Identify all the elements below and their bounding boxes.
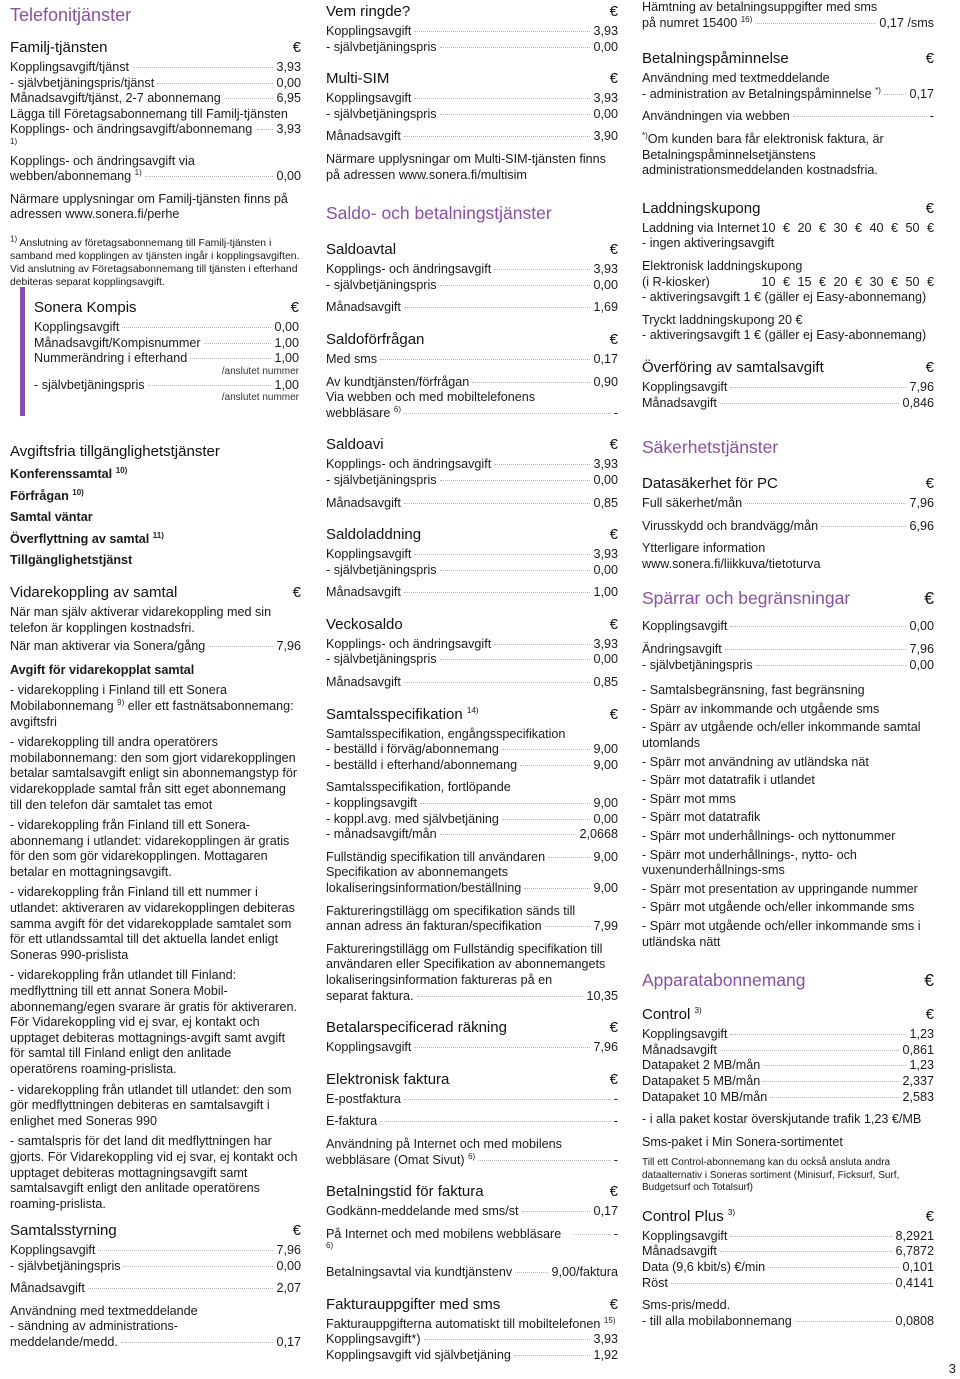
price-row: Användningen via webben -	[642, 109, 934, 124]
controlplus-heading: Control Plus $^{3)}$ €	[642, 1207, 934, 1225]
price-row: Data (9,6 kbit/s) €/min 0,101	[642, 1260, 934, 1274]
footnote: *)Om kunden bara får elektronisk faktura, är Betalningspåminnelsetjänstens administrationsmeddelanden kostnadsfria.	[642, 130, 884, 178]
price-row: Månadsavgift 6,7872	[642, 1244, 934, 1259]
price-row: Månadsavgift 0,85	[326, 675, 618, 690]
text-line: Fakturauppgifterna automatiskt till mobiltelefonen $^{15)}$	[326, 1315, 616, 1331]
spec-heading: Samtalsspecifikation $^{14)}$ €	[326, 705, 618, 723]
price-row: på numret 15400 $^{16)}$ 0,17 /sms	[642, 14, 934, 30]
price-row: Röst 0,4141	[642, 1275, 934, 1290]
price-row: När man aktiverar via Sonera/gång 7,96	[10, 639, 301, 654]
text-line: - aktiveringsavgift 1 € (gäller ej Easy-abonnemang)	[642, 328, 927, 343]
free-service: Förfrågan $^{10)}$	[10, 487, 84, 503]
list-item: - samtalspris för det land dit medflyttningen har gjorts. För Vidarekoppling vid ej svar, ej kontakt och upptaget debiteras mottagningsavgift samt samtalsavgift enligt den anlitade operatörens roaming-prislista.	[10, 1134, 298, 1211]
price-row: Betalningsavtal via kundtjänstenv 9,00/faktura	[326, 1264, 618, 1279]
veckosaldo-heading: Veckosaldo €	[326, 615, 618, 633]
price-row: Månadsavgift 1,00	[326, 585, 618, 600]
price-row: separat faktura. 10,35	[326, 988, 618, 1003]
text-line: Lägga till Företagsabonnemang till Familj-tjänsten	[10, 106, 288, 121]
price-row: lokaliseringsinformation/beställning 9,00	[326, 881, 618, 895]
price-row: Av kundtjänsten/förfrågan 0,90	[326, 374, 618, 389]
price-row: Kopplingsavgift 0,00	[34, 320, 299, 334]
price-row: Månadsavgift 0,85	[326, 495, 618, 510]
euro-sign: €	[609, 241, 618, 259]
saldoforfragan-heading: Saldoförfrågan €	[326, 330, 618, 348]
price-row: webbläsare $^{6)}$ -	[326, 404, 618, 420]
list-item: - vidarekoppling till andra operatörers mobilabonnemang: den som gjort vidarekopplingen betalar samtalsavgift enligt sin abonnemangstyp för vidarekopplade samtal från sitt eget abonnemang till den telefon där samtalet tas emot	[10, 735, 298, 812]
price-row: annan adress än fakturan/specifikation 7,99	[326, 919, 618, 934]
text-line: Faktureringstillägg om Fullständig specifikation till användaren eller Specifikation av abonnemangets lokaliseringsinformation faktureras på en	[326, 941, 606, 987]
euro-sign: €	[609, 526, 618, 544]
price-row: Kopplingsavgift 1,23	[642, 1027, 934, 1042]
price-row: Datapaket 2 MB/mån 1,23	[642, 1058, 934, 1073]
price-row: Ändringsavgift 7,96	[642, 642, 934, 657]
price-row: E-faktura -	[326, 1114, 618, 1129]
footnote: $^{1)}$ Anslutning av företagsabonnemang till Familj-tjänsten i samband med kopplingen av tjänsten ingår i kopplingsavgiften. Vid anslutning av Företagsabonnemang till tjänsten i efterhand debiteras separat kopplingsavgift.	[10, 234, 300, 288]
euro-sign: €	[609, 1295, 618, 1313]
euro-sign: €	[609, 1019, 618, 1037]
text-line: Ytterligare information	[642, 541, 766, 556]
unit-note: /anslutet nummer	[221, 392, 299, 404]
efaktura-heading: Elektronisk faktura €	[326, 1070, 618, 1088]
multisim-heading: Multi-SIM €	[326, 70, 618, 88]
text-line: Elektronisk laddningskupong	[642, 258, 803, 273]
price-row: Laddning via Internet 10 € 20 € 30 € 40 € 50 €	[642, 220, 934, 235]
text-line: Användning på Internet och med mobilens	[326, 1136, 562, 1151]
kompis-box	[20, 287, 299, 416]
column-3	[642, 0, 934, 1329]
text-line: - i alla paket kostar överskjutande trafik 1,23 €/MB	[642, 1112, 922, 1127]
free-service: Tillgänglighetstjänst	[10, 553, 133, 568]
price-row: Kopplings- och ändringsavgift/abonnemang $^{1)}$ 3,93	[10, 122, 301, 146]
price-row: Kopplings- och ändringsavgift 3,93	[326, 636, 618, 651]
text-line: Användning med textmeddelande	[10, 1303, 198, 1318]
euro-sign: €	[609, 1183, 618, 1201]
price-row: - till alla mobilabonnemang 0,0808	[642, 1313, 934, 1328]
price-row: webbläsare (Omat Sivut) $^{6)}$ -	[326, 1151, 618, 1167]
list-item: - Spärr mot datatrafik i utlandet	[642, 773, 815, 788]
free-service: Överflyttning av samtal $^{11)}$	[10, 530, 164, 546]
paminnelse-heading: Betalningspåminnelse €	[642, 50, 934, 68]
price-row: Kopplingsavgift 3,93	[326, 547, 618, 562]
list-item: - Spärr mot utgående och/eller inkommande sms	[642, 900, 915, 915]
text-line: Samtalsspecifikation, fortlöpande	[326, 780, 511, 795]
page-number: 3	[948, 1361, 956, 1377]
text-line: Via webben och med mobiltelefonens	[326, 390, 536, 405]
fakturaupp-heading: Fakturauppgifter med sms €	[326, 1295, 618, 1313]
familj-heading: Familj-tjänsten €	[10, 39, 301, 56]
free-service: Konferenssamtal $^{10)}$	[10, 465, 128, 481]
list-item: - Spärr av inkommande och utgående sms	[642, 701, 880, 716]
price-row: Kopplingsavgift 7,96	[10, 1243, 301, 1257]
euro-sign: €	[290, 299, 299, 316]
list-item: - Spärr mot presentation av uppringande nummer	[642, 881, 918, 896]
list-item: - vidarekoppling från utlandet till utlandet: den som gör medflyttningen debiteras en samtalsavgift i enlighet med Soneras 990	[10, 1082, 292, 1128]
vem-heading: Vem ringde? €	[326, 3, 618, 20]
euro-sign: €	[292, 583, 301, 601]
price-row: Virusskydd och brandvägg/mån 6,96	[642, 518, 934, 533]
euro-sign: €	[609, 436, 618, 454]
section-title: Saldo- och betalningstjänster	[326, 203, 552, 224]
laddning-heading: Laddningskupong €	[642, 199, 934, 217]
price-row: - beställd i förväg/abonnemang 9,00	[326, 742, 618, 757]
list-item: - vidarekoppling från Finland till ett Sonera-abonnemang i utlandet: vidarekopplingen är gratis för den som gör vidarekopplingen. Mottagaren betalar en mottagningsavgift.	[10, 818, 290, 879]
euro-sign: €	[925, 475, 934, 493]
price-row: Kopplings- och ändringsavgift 3,93	[326, 457, 618, 472]
apparat-title: Apparatabonnemang €	[642, 970, 934, 991]
price-row: Kopplingsavgift 7,96	[642, 379, 934, 394]
price-row: Datapaket 10 MB/mån 2,583	[642, 1089, 934, 1104]
saldoladdning-heading: Saldoladdning €	[326, 526, 618, 544]
price-row: Fullständig specifikation till användaren 9,00	[326, 849, 618, 864]
small-note: Till ett Control-abonnemang kan du också ansluta andra dataalternativ i Soneras sortiment (Minisurf, Ficksurf, Surf, Budgetsurf och Totalsurf)	[642, 1157, 900, 1194]
price-row: Nummerändring i efterhand 1,00	[34, 351, 299, 366]
page-title: Telefonitjänster	[10, 5, 132, 25]
price-row: Med sms 0,17	[326, 351, 618, 366]
euro-sign: €	[609, 3, 618, 20]
price-row: Månadsavgift/tjänst, 2-7 abonnemang 6,95	[10, 91, 301, 106]
price-row: Månadsavgift/Kompisnummer 1,00	[34, 335, 299, 350]
list-item: - vidarekoppling i Finland till ett Sonera Mobilabonnemang $^{9)}$ eller ett fastnätsabonnemang: avgiftsfri	[10, 683, 294, 729]
url-text: www.sonera.fi/liikkuva/tietoturva	[642, 556, 821, 571]
price-row: Kopplingsavgift 3,93	[326, 91, 618, 106]
text-line: - sändning av administrations-	[10, 1319, 178, 1334]
price-row: - månadsavgift/mån 2,0668	[326, 827, 618, 842]
price-row: Månadsavgift 3,90	[326, 129, 618, 144]
euro-sign: €	[609, 1070, 618, 1088]
price-row: Kopplingsavgift 7,96	[326, 1040, 618, 1055]
price-row: - självbetjäningspris 0,00	[10, 1258, 301, 1273]
price-row: - självbetjäningspris 0,00	[326, 277, 618, 292]
text-line: Specifikation av abonnemangets	[326, 865, 509, 880]
euro-sign: €	[925, 1006, 934, 1024]
price-row: Godkänn-meddelande med sms/st 0,17	[326, 1204, 618, 1219]
euro-sign: €	[924, 970, 934, 991]
price-row: Månadsavgift 0,861	[642, 1042, 934, 1057]
subheading: Avgift för vidarekopplat samtal	[10, 662, 195, 677]
price-row: (i R-kiosker) 10 € 15 € 20 € 30 € 50 €	[642, 274, 934, 289]
info-text: När man själv aktiverar vidarekoppling med sin telefon är kopplingen kostnadsfri.	[10, 604, 272, 635]
price-row: - självbetjäningspris 1,00	[34, 377, 299, 392]
column-1	[10, 0, 301, 1349]
control-heading: Control $^{3)}$ €	[642, 1006, 934, 1024]
euro-sign: €	[609, 615, 618, 633]
text-line: - ingen aktiveringsavgift	[642, 236, 775, 251]
list-item: - Samtalsbegränsning, fast begränsning	[642, 683, 865, 698]
free-service: Samtal väntar	[10, 510, 93, 525]
betalar-heading: Betalarspecificerad räkning €	[326, 1019, 618, 1037]
overforing-heading: Överföring av samtalsavgift €	[642, 358, 934, 376]
price-row: Kopplingsavgift vid självbetjäning 1,92	[326, 1347, 618, 1362]
list-item: - Spärr mot mms	[642, 791, 736, 806]
price-row: Kopplingsavgift 3,93	[326, 24, 618, 38]
euro-sign: €	[609, 705, 618, 723]
price-row: - självbetjäningspris 0,00	[642, 657, 934, 672]
price-row: - administration av Betalningspåminnelse *) 0,17	[642, 85, 934, 101]
datasakerhet-heading: Datasäkerhet för PC €	[642, 475, 934, 493]
price-row: - koppl.avg. med självbetjäning 0,00	[326, 811, 618, 826]
price-row: webben/abonnemang $^{1)}$ 0,00	[10, 167, 301, 184]
list-item: - Spärr mot användning av utländska nät	[642, 754, 869, 769]
price-row: Kopplingsavgift 0,00	[642, 619, 934, 634]
euro-sign: €	[925, 199, 934, 217]
euro-sign: €	[924, 588, 934, 609]
euro-sign: €	[925, 1207, 934, 1225]
price-row: Månadsavgift 0,846	[642, 395, 934, 410]
price-row: E-postfaktura -	[326, 1091, 618, 1106]
price-row: - självbetjäningspris 0,00	[326, 106, 618, 121]
info-text: Närmare upplysningar om Familj-tjänsten finns på adressen www.sonera.fi/perhe	[10, 191, 288, 222]
price-row: - självbetjäningspris 0,00	[326, 652, 618, 667]
unit-note: /anslutet nummer	[221, 365, 299, 377]
price-row: Kopplingsavgift*) 3,93	[326, 1332, 618, 1347]
betaltid-heading: Betalningstid för faktura €	[326, 1183, 618, 1201]
sparr-title: Spärrar och begränsningar €	[642, 588, 934, 609]
price-row: - kopplingsavgift 9,00	[326, 796, 618, 811]
list-item: - Spärr mot underhållnings- och nyttonummer	[642, 829, 896, 843]
saldoavtal-heading: Saldoavtal €	[326, 241, 618, 259]
price-row: - självbetjäningspris 0,00	[326, 472, 618, 487]
price-row: Kopplingsavgift/tjänst 3,93	[10, 60, 301, 74]
list-item: - Spärr mot datatrafik	[642, 810, 761, 825]
price-row: På Internet och med mobilens webbläsare $^{6)}$ -	[326, 1226, 618, 1251]
avgiftsfria-heading: Avgiftsfria tillgänglighetstjänster	[10, 443, 220, 460]
price-row: Kopplings- och ändringsavgift 3,93	[326, 262, 618, 277]
text-line: Sms-paket i Min Sonera-sortimentet	[642, 1134, 843, 1149]
price-row: - självbetjäningspris 0,00	[326, 39, 618, 54]
text-line: Användning med textmeddelande	[642, 71, 830, 86]
price-row: meddelande/medd. 0,17	[10, 1334, 301, 1349]
price-row: Månadsavgift 2,07	[10, 1281, 301, 1296]
list-item: - Spärr mot utgående och/eller inkommande sms i utländska nätt	[642, 918, 921, 949]
euro-sign: €	[609, 70, 618, 88]
column-2	[326, 0, 618, 1363]
vidare-heading: Vidarekoppling av samtal €	[10, 583, 301, 601]
styrning-heading: Samtalsstyrning €	[10, 1222, 301, 1239]
kompis-heading: Sonera Kompis €	[34, 299, 299, 316]
euro-sign: €	[925, 50, 934, 68]
euro-sign: €	[609, 330, 618, 348]
text-line: Sms-pris/medd.	[642, 1298, 731, 1313]
text-line: Hämtning av betalningsuppgifter med sms	[642, 0, 878, 14]
text-line: Samtalsspecifikation, engångsspecifikation	[326, 726, 566, 741]
price-row: Månadsavgift 1,69	[326, 300, 618, 315]
list-item: - vidarekoppling från utlandet till Finland: medflyttning till ett annat Sonera Mobil-abonnemang/egen svarare är gratis för aktiveraren. För Vidarekoppling vid ej svar, ej kontakt och upptaget debiteras mottagnings-avgift samt avgift för samtal till Finland enligt den anlitade operatörens roaming-prislista.	[10, 968, 298, 1076]
price-row: - beställd i efterhand/abonnemang 9,00	[326, 757, 618, 772]
text-line: - aktiveringsavgift 1 € (gäller ej Easy-abonnemang)	[642, 290, 927, 305]
text-line: Faktureringstillägg om specifikation sänds till	[326, 903, 576, 918]
saldoavi-heading: Saldoavi €	[326, 436, 618, 454]
text-line: Tryckt laddningskupong 20 €	[642, 312, 803, 327]
euro-sign: €	[925, 358, 934, 376]
price-row: - självbetjäningspris/tjänst 0,00	[10, 75, 301, 90]
section-title: Säkerhetstjänster	[642, 437, 779, 458]
info-text: Närmare upplysningar om Multi-SIM-tjänsten finns på adressen www.sonera.fi/multisim	[326, 151, 606, 182]
price-row: Full säkerhet/mån 7,96	[642, 496, 934, 511]
price-row: Kopplingsavgift 8,2921	[642, 1228, 934, 1243]
list-item: - vidarekoppling från Finland till ett nummer i utlandet: aktiveraren av vidarekopplingen debiteras samma avgift för det vidarekopplade samtalet som för ett utlandssamtal till det aktuella landet enligt Soneras 990-prislista	[10, 885, 295, 962]
euro-sign: €	[292, 1222, 301, 1239]
list-item: - Spärr mot underhållnings-, nytto- och vuxenunderhållnings-sms	[642, 847, 857, 878]
text-line: Kopplings- och ändringsavgift via	[10, 153, 195, 168]
price-row: Datapaket 5 MB/mån 2,337	[642, 1073, 934, 1088]
list-item: - Spärr av utgående och/eller inkommande samtal utomlands	[642, 720, 921, 751]
price-row: - självbetjäningspris 0,00	[326, 562, 618, 577]
euro-sign: €	[292, 39, 301, 56]
